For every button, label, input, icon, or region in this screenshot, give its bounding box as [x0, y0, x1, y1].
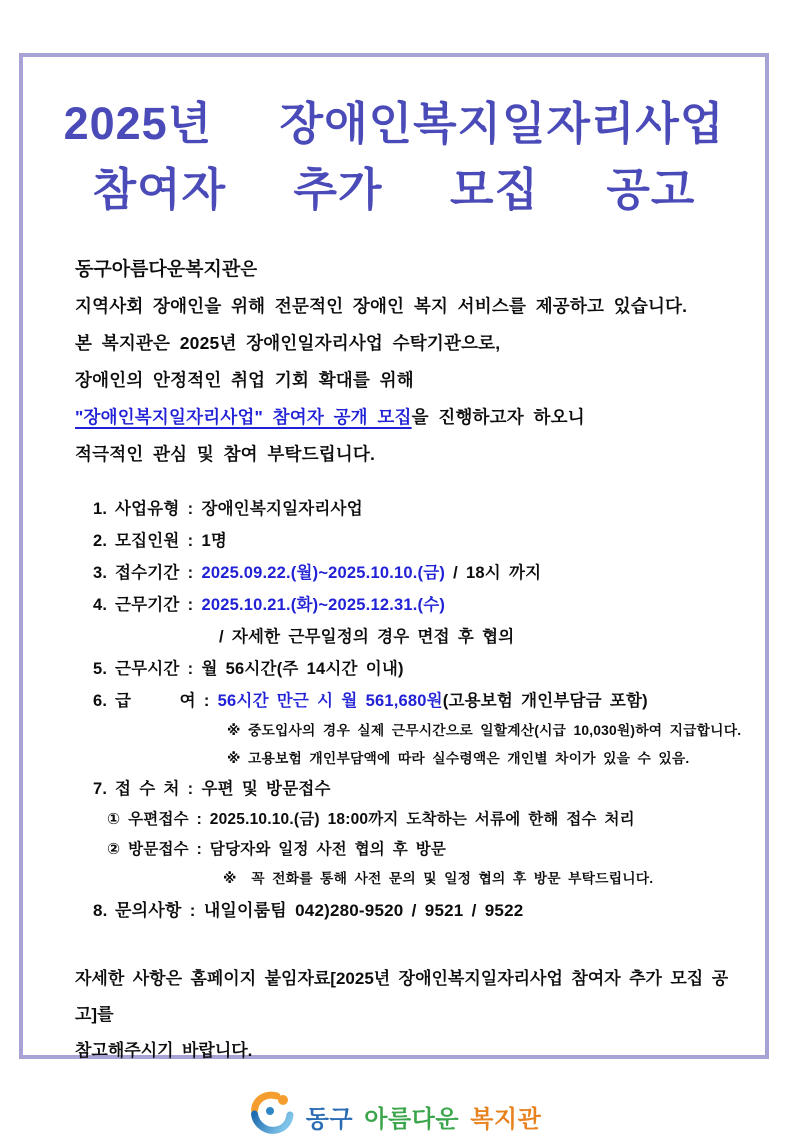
organization-logo-icon [247, 1091, 297, 1142]
list-item-work-period: 4. 근무기간 : 2025.10.21.(화)~2025.12.31.(수) [93, 589, 745, 621]
list-item-work-hours: 5. 근무시간 : 월 56시간(주 14시간 이내) [93, 653, 745, 685]
application-period-dates: 2025.09.22.(월)~2025.10.10.(금) [201, 564, 446, 582]
intro-line-3: 본 복지관은 2025년 장애인일자리사업 수탁기관으로, [75, 333, 501, 353]
item-value: 1명 [201, 532, 227, 550]
item-value: 장애인복지일자리사업 [201, 500, 363, 518]
footer-paragraph [75, 961, 735, 1069]
intro-paragraph [75, 251, 735, 473]
organization-logo-text [306, 1099, 542, 1134]
item-number: 6. [93, 692, 108, 710]
item-label: 급 여 [115, 692, 196, 710]
intro-line-2: 지역사회 장애인을 위해 전문적인 장애인 복지 서비스를 제공하고 있습니다. [75, 296, 688, 316]
notice-title-line2: 참여자 추가 모집 공고 [92, 164, 696, 215]
program-highlight-link: "장애인복지일자리사업" 참여자 공개 모집 [75, 407, 412, 427]
intro-line-4: 장애인의 안정적인 취업 기회 확대를 위해 [75, 370, 414, 390]
intro-line-6: 적극적인 관심 및 참여 부탁드립니다. [75, 444, 376, 464]
item-number: 8. [93, 901, 108, 920]
item-label: 근무기간 [115, 596, 180, 614]
logo-word-donggu: 동구 [305, 1106, 354, 1133]
list-item-application-period: 3. 접수기간 : 2025.09.22.(월)~2025.10.10.(금) / 18시 까지 [93, 557, 745, 589]
item-number: 1. [93, 500, 108, 518]
organization-logo [23, 1091, 765, 1142]
application-period-deadline: / 18시 까지 [445, 564, 542, 582]
notice-title [23, 91, 765, 223]
notice-detail-list [93, 493, 745, 929]
intro-line-5 [75, 399, 735, 436]
org-name: 동구아름다운복지관 [75, 259, 241, 280]
footer-line-2: 참고해주시기 바랍니다. [75, 1041, 253, 1060]
work-period-dates: 2025.10.21.(화)~2025.12.31.(수) [201, 596, 446, 614]
intro-org-line [75, 251, 735, 288]
footer-line-1: 자세한 사항은 홈페이지 붙임자료[2025년 장애인복지일자리사업 참여자 추가 모집 공고]를 [75, 969, 729, 1024]
item-label: 접수기간 [115, 564, 180, 582]
notice-title-line1: 2025년 장애인복지일자리사업 [63, 98, 725, 149]
item-number: 4. [93, 596, 108, 614]
list-item-salary: 6. 급 여 : 56시간 만근 시 월 561,680원(고용보험 개인부담금 포함) [93, 685, 745, 717]
item-value: 월 56시간(주 14시간 이내) [201, 660, 404, 678]
list-item-business-type: 1. 사업유형 : 장애인복지일자리사업 [93, 493, 745, 525]
item-label: 모집인원 [115, 532, 180, 550]
submission-visit-note: ※ 꼭 전화를 통해 사전 문의 및 일정 협의 후 방문 부탁드립니다. [223, 871, 654, 886]
item-number: 2. [93, 532, 108, 550]
salary-note-2: ※ 고용보험 개인부담액에 따라 실수령액은 개인별 차이가 있을 수 있음. [227, 751, 690, 766]
notice-border-frame [19, 53, 769, 1133]
item-label: 문의사항 [115, 901, 182, 920]
item-number: 3. [93, 564, 108, 582]
item-number: 5. [93, 660, 108, 678]
salary-amount: 56시간 만근 시 월 561,680원 [217, 692, 443, 710]
submission-visit: ② 방문접수 : 담당자와 일정 사전 협의 후 방문 [107, 841, 447, 858]
salary-note-inline: (고용보험 개인부담금 포함) [442, 692, 648, 710]
item-label: 사업유형 [115, 500, 180, 518]
salary-note-1: ※ 중도입사의 경우 실제 근무시간으로 일할계산(시급 10,030원)하여 지급합니다. [227, 723, 742, 738]
item-value: 우편 및 방문접수 [201, 780, 331, 798]
contact-phone-numbers: 내일이룸팀 042)280-9520 / 9521 / 9522 [203, 901, 524, 920]
logo-word-areumdaun: 아름다운 [364, 1106, 460, 1133]
item-label: 접 수 처 [115, 780, 180, 798]
work-period-subnote: / 자세한 근무일정의 경우 면접 후 협의 [219, 628, 515, 646]
list-item-contact: 8. 문의사항 : 내일이룸팀 042)280-9520 / 9521 / 9522 [93, 893, 745, 929]
org-suffix: 은 [240, 259, 258, 279]
list-item-headcount: 2. 모집인원 : 1명 [93, 525, 745, 557]
item-number: 7. [93, 780, 108, 798]
item-label: 근무시간 [115, 660, 180, 678]
intro-line-5-rest: 을 진행하고자 하오니 [411, 407, 585, 427]
logo-word-bokjigwan: 복지관 [470, 1106, 542, 1133]
submission-mail: ① 우편접수 : 2025.10.10.(금) 18:00까지 도착하는 서류에 한해 접수 처리 [107, 811, 635, 828]
list-item-submission: 7. 접 수 처 : 우편 및 방문접수 [93, 773, 745, 805]
